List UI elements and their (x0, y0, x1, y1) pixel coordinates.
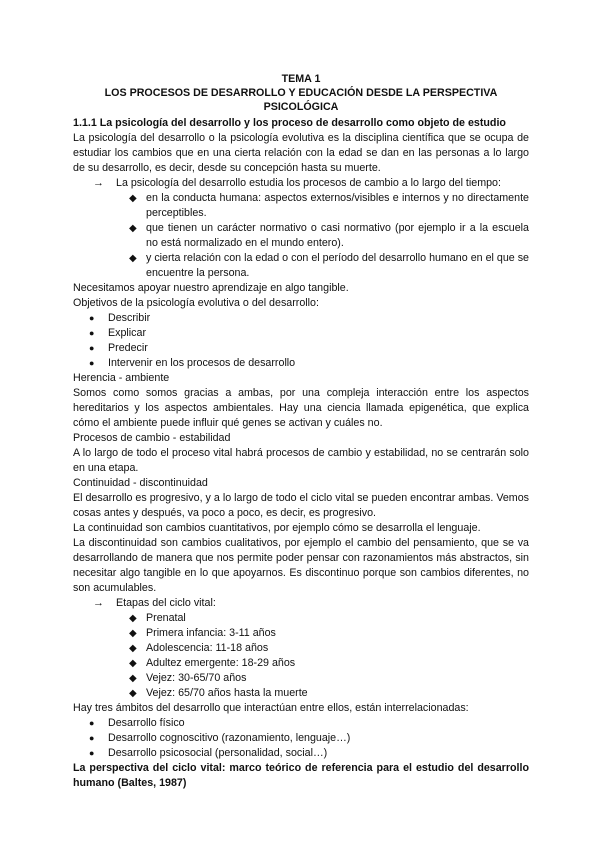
list-item: ◆ Vejez: 30-65/70 años (129, 672, 247, 684)
paragraph: Somos como somos gracias a ambas, por una compleja interacción entre los aspectos hereditarios y los aspectos ambientales. Hay una ciencia llamada epigenética, que explica cómo el ambiente puede influir qué genes se activan y cuáles no. (73, 387, 529, 429)
bullet-icon: ● (89, 748, 95, 758)
paragraph: La discontinuidad son cambios cualitativos, por ejemplo el cambio del pensamiento, que se va desarrollando de manera que nos permite poder pensar con razonamientos más abstractos, sin necesitar algo tangible en lo que apoyarnos. Es discontinuo porque son cambios diferentes, no son acumulables. (73, 537, 529, 594)
document-subtitle: LOS PROCESOS DE DESARROLLO Y EDUCACIÓN DESDE LA PERSPECTIVA PSICOLÓGICA (104, 87, 498, 113)
list-item: ◆ en la conducta humana: aspectos externos/visibles e internos y no directamente perceptibles. (129, 192, 529, 219)
section-heading-perspectiva: La perspectiva del ciclo vital: marco teórico de referencia para el estudio del desarrollo humano (Baltes, 1987) (73, 762, 529, 789)
paragraph: A lo largo de todo el proceso vital habrá procesos de cambio y estabilidad, no se centrarán solo en una etapa. (73, 447, 529, 474)
bullet-icon: ● (89, 358, 95, 368)
list-item: ● Explicar (89, 327, 147, 339)
paragraph: Objetivos de la psicología evolutiva o del desarrollo: (73, 297, 319, 309)
list-item: ● Describir (89, 312, 151, 324)
diamond-icon: ◆ (129, 673, 137, 684)
stages-list (73, 611, 529, 701)
diamond-icon: ◆ (129, 613, 137, 624)
document-title: TEMA 1 (281, 73, 321, 85)
diamond-icon: ◆ (129, 688, 137, 699)
arrow-icon: → (93, 597, 104, 609)
bullet-icon: ● (89, 343, 95, 353)
arrow-item-text: La psicología del desarrollo estudia los procesos de cambio a lo largo del tiempo: (116, 177, 501, 189)
diamond-icon: ◆ (129, 658, 137, 669)
intro-paragraph: La psicología del desarrollo o la psicología evolutiva es la disciplina científica que se ocupa de estudiar los cambios que en una cierta relación con la edad se dan en las personas a lo largo de su desarrollo, es decir, desde su concepción hasta su muerte. (73, 132, 529, 174)
bullet-icon: ● (89, 718, 95, 728)
list-item: ● Desarrollo físico (89, 717, 185, 729)
diamond-icon: ◆ (129, 643, 137, 654)
paragraph: La continuidad son cambios cuantitativos, por ejemplo cómo se desarrolla el lenguaje. (73, 522, 481, 534)
list-item: ◆ Vejez: 65/70 años hasta la muerte (129, 687, 308, 699)
ambitos-list (73, 716, 529, 761)
paragraph: Hay tres ámbitos del desarrollo que interactúan entre ellos, están interrelacionadas: (73, 702, 469, 714)
list-item: ◆ y cierta relación con la edad o con el período del desarrollo humano en el que se encuentre la persona. (129, 252, 529, 279)
subheading-herencia: Herencia - ambiente (73, 372, 170, 384)
arrow-item-changes (73, 176, 529, 191)
change-list (73, 191, 529, 281)
bullet-icon: ● (89, 328, 95, 338)
arrow-item-stages (73, 596, 529, 611)
objectives-list (73, 311, 529, 371)
diamond-icon: ◆ (129, 223, 137, 234)
diamond-icon: ◆ (129, 628, 137, 639)
list-item: ● Desarrollo cognoscitivo (razonamiento, lenguaje…) (89, 732, 351, 744)
diamond-icon: ◆ (129, 193, 137, 204)
list-item: ◆ Prenatal (129, 612, 186, 624)
subheading-continuidad: Continuidad - discontinuidad (73, 477, 208, 489)
list-item: ◆ Primera infancia: 3-11 años (129, 627, 276, 639)
list-item: ● Desarrollo psicosocial (personalidad, social…) (89, 747, 328, 759)
arrow-icon: → (93, 177, 104, 189)
bullet-icon: ● (89, 313, 95, 323)
paragraph: Necesitamos apoyar nuestro aprendizaje en algo tangible. (73, 282, 349, 294)
paragraph: El desarrollo es progresivo, y a lo largo de todo el ciclo vital se pueden encontrar ambas. Vemos cosas antes y después, va poco a poco, es decir, es progresivo. (73, 492, 529, 519)
list-item: ◆ Adolescencia: 11-18 años (129, 642, 269, 654)
diamond-icon: ◆ (129, 253, 137, 264)
list-item: ◆ que tienen un carácter normativo o casi normativo (por ejemplo ir a la escuela no está normalizado en el mundo entero). (129, 222, 529, 249)
list-item: ◆ Adultez emergente: 18-29 años (129, 657, 296, 669)
subheading-cambio: Procesos de cambio - estabilidad (73, 432, 231, 444)
list-item: ● Intervenir en los procesos de desarrollo (89, 357, 296, 369)
list-item: ● Predecir (89, 342, 148, 354)
arrow-item-text: Etapas del ciclo vital: (116, 597, 216, 609)
bullet-icon: ● (89, 733, 95, 743)
section-heading: 1.1.1 La psicología del desarrollo y los proceso de desarrollo como objeto de estudio (73, 117, 506, 129)
